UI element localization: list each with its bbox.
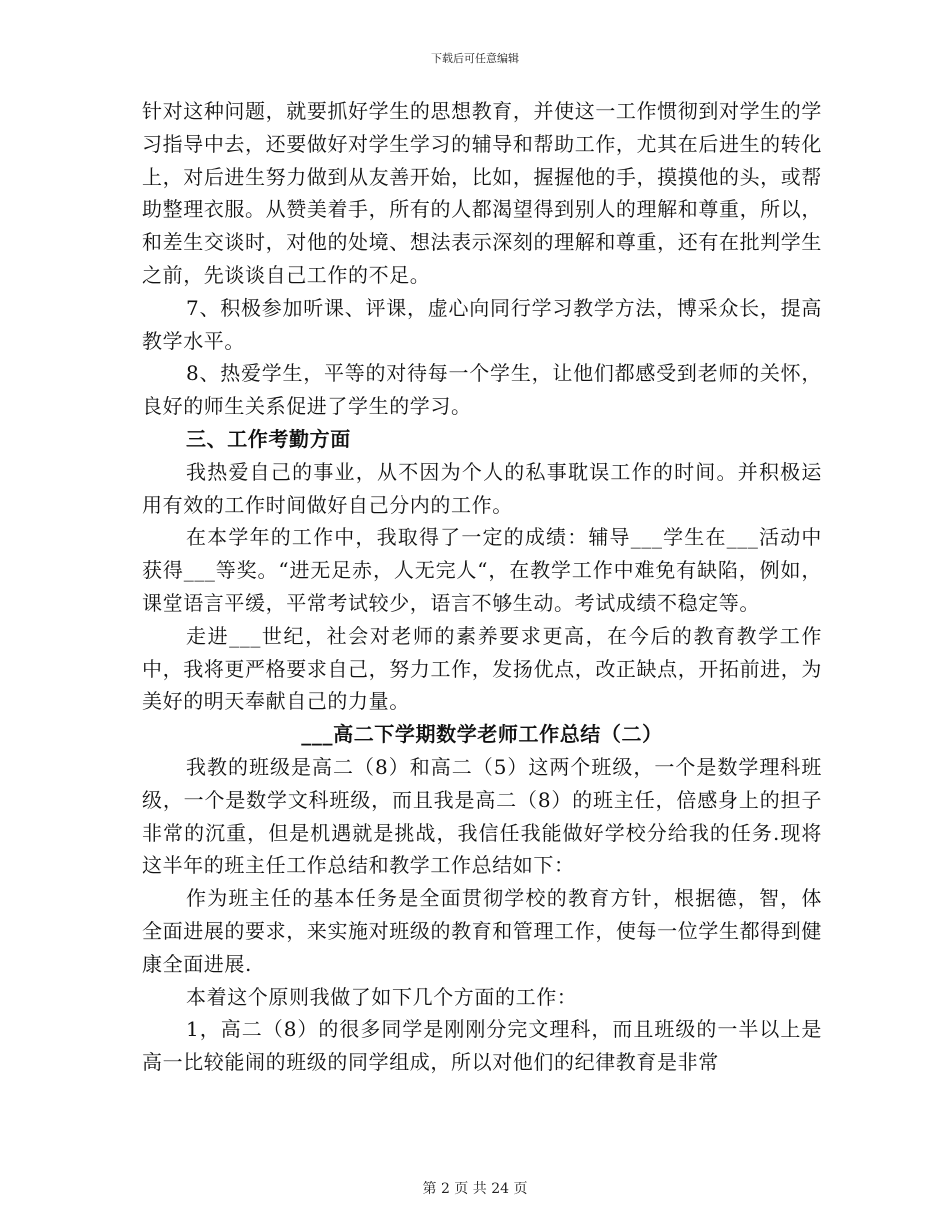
paragraph-continued: 针对这种问题，就要抓好学生的思想教育，并使这一工作惯彻到对学生的学习指导中去，还要做好对学生学习的辅导和帮助工作，尤其在后进生的转化上，对后进生努力做到从友善开始，比如，握握他的手，摸摸他的头，或帮助整理衣服。从赞美着手，所有的人都渴望得到别人的理解和尊重，所以，和差生交谈时，对他的处境、想法表示深刻的理解和尊重，还有在批判学生之前，先谈谈自己工作的不足。 — [142, 99, 822, 287]
document-title-part-2: ___高二下学期数学老师工作总结（二） — [301, 722, 663, 747]
paragraph-point-1: 1，高二（8）的很多同学是刚刚分完文理科，而且班级的一半以上是高一比较能闹的班级的同学组成，所以对他们的纪律教育是非常 — [142, 1017, 822, 1075]
page-footer — [0, 1180, 950, 1198]
document-body — [142, 95, 822, 1079]
page-header — [0, 52, 950, 66]
paragraph-outlook: 走进___世纪，社会对老师的素养要求更高，在今后的教育教学工作中，我将更严格要求自己，努力工作，发扬优点，改正缺点，开拓前进，为美好的明天奉献自己的力量。 — [142, 623, 822, 714]
paragraph-attendance: 我热爱自己的事业，从不因为个人的私事耽误工作的时间。并积极运用有效的工作时间做好自己分内的工作。 — [142, 459, 822, 517]
paragraph-teacher-duty: 作为班主任的基本任务是全面贯彻学校的教育方针，根据德，智，体全面进展的要求，来实施对班级的教育和管理工作，使每一位学生都得到健康全面进展. — [142, 886, 822, 976]
section-heading-attendance: 三、工作考勤方面 — [186, 426, 351, 451]
page-number-label: 第 2 页 共 24 页 — [422, 1181, 528, 1197]
paragraph-classes-intro: 我教的班级是高二（8）和高二（5）这两个班级，一个是数学理科班级，一个是数学文科班级，而且我是高二（8）的班主任，倍感身上的担子非常的沉重，但是机遇就是挑战，我信任我能做好学校分给我的任务.现将这半年的班主任工作总结和教学工作总结如下： — [142, 754, 822, 878]
paragraph-achievements: 在本学年的工作中，我取得了一定的成绩：辅导___学生在___活动中获得___等奖。“进无足赤，人无完人“，在教学工作中难免有缺陷，例如，课堂语言平缓，平常考试较少，语言不够生动。考试成绩不稳定等。 — [142, 525, 822, 615]
paragraph-principle: 本着这个原则我做了如下几个方面的工作： — [186, 984, 578, 1009]
paragraph-item-7: 7、积极参加听课、评课，虚心向同行学习教学方法，博采众长，提高教学水平。 — [142, 295, 822, 353]
paragraph-item-8: 8、热爱学生，平等的对待每一个学生，让他们都感受到老师的关怀，良好的师生关系促进了学生的学习。 — [142, 361, 822, 419]
header-note: 下载后可任意编辑 — [431, 52, 519, 65]
